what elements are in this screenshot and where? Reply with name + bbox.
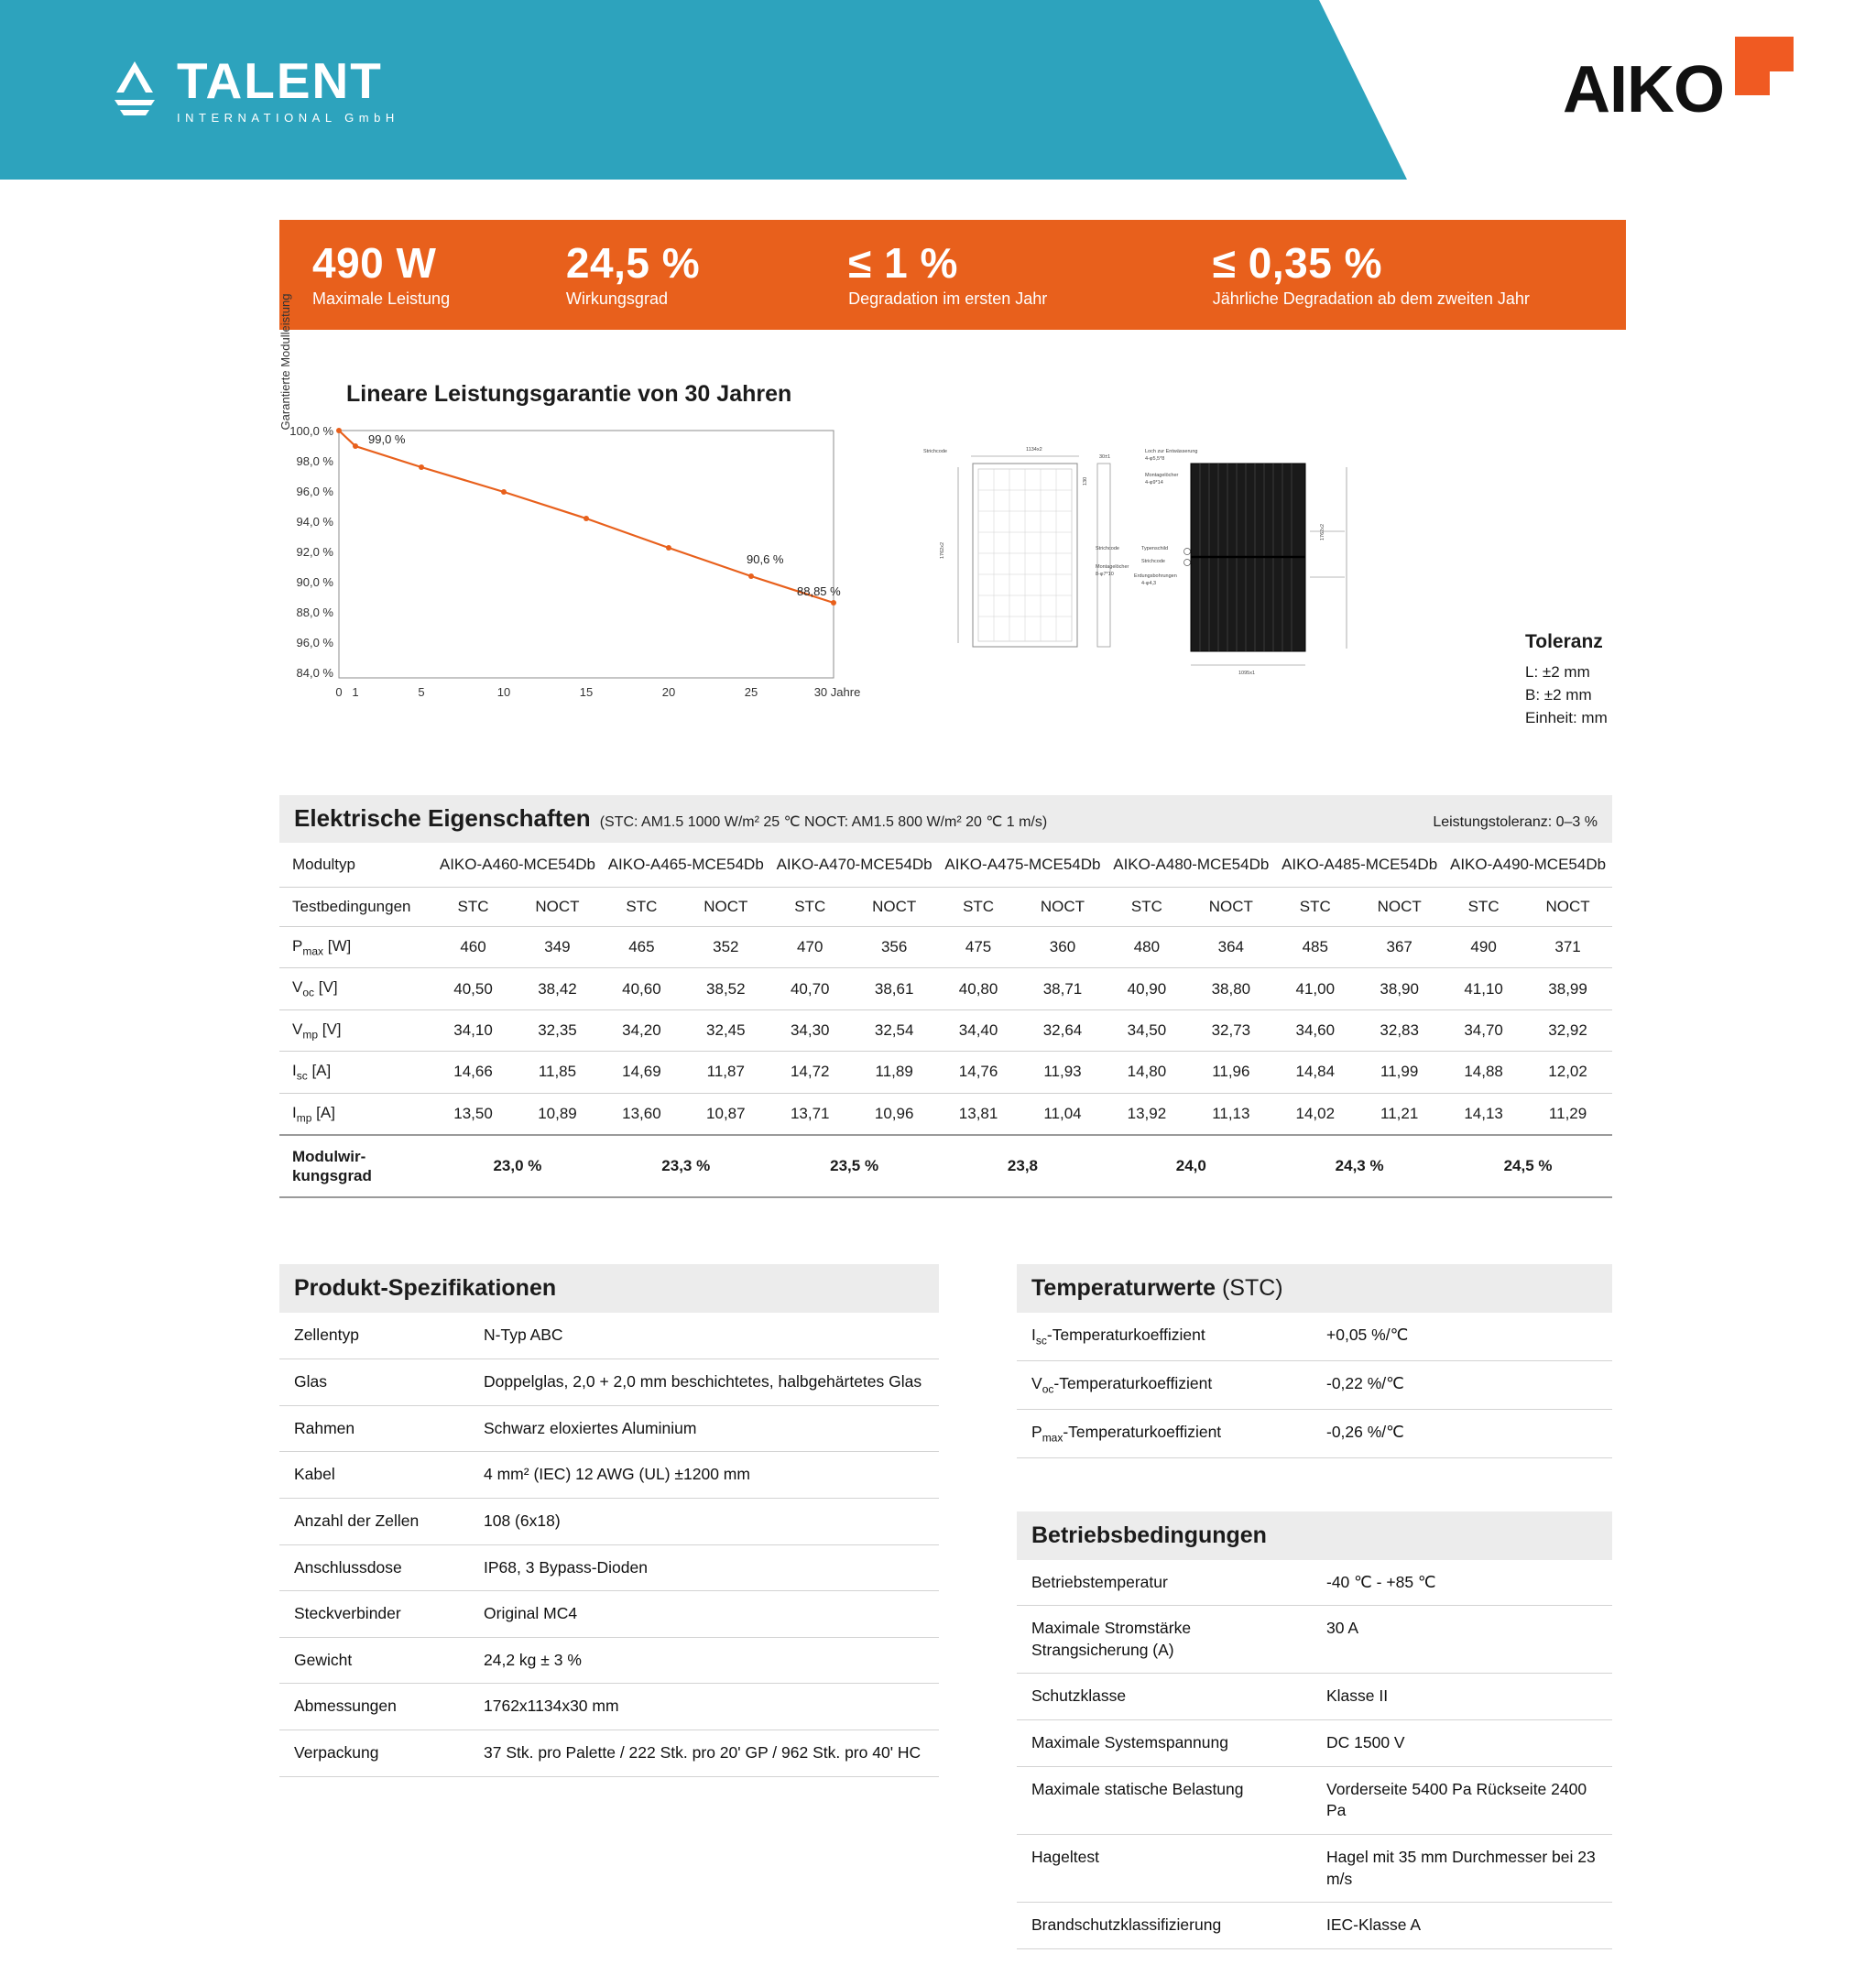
kpi-label: Maximale Leistung [312, 289, 451, 309]
cell: 38,90 [1355, 968, 1444, 1009]
cell: 40,80 [939, 968, 1019, 1009]
cell: 32,83 [1355, 1009, 1444, 1051]
table-row [279, 1313, 939, 1359]
table-row-modultyp [279, 843, 1612, 888]
cell: 352 [682, 927, 770, 968]
cell: 32,92 [1523, 1009, 1612, 1051]
table-row [1017, 1313, 1612, 1360]
op-value: Klasse II [1312, 1674, 1612, 1720]
svg-text:88,85 %: 88,85 % [797, 584, 841, 598]
cell: 11,85 [513, 1052, 602, 1093]
chart-title: Lineare Leistungsgarantie von 30 Jahren [346, 381, 792, 407]
cell: 11,89 [850, 1052, 939, 1093]
spec-key: Anzahl der Zellen [279, 1498, 469, 1544]
model-name: AIKO-A470-MCE54Db [770, 843, 939, 888]
right-column [1017, 1264, 1612, 1948]
test-condition: NOCT [1355, 888, 1444, 927]
spec-value: N-Typ ABC [469, 1313, 939, 1359]
svg-text:30±1: 30±1 [1099, 454, 1111, 460]
cell: 40,70 [770, 968, 850, 1009]
spec-key: Zellentyp [279, 1313, 469, 1359]
test-condition: STC [433, 888, 513, 927]
table-row [1017, 1766, 1612, 1834]
table-row-efficiency [279, 1135, 1612, 1198]
kpi-first-year-degradation [848, 238, 1213, 309]
cell: 23,3 % [602, 1135, 770, 1198]
tolerance-line-unit: Einheit: mm [1525, 708, 1608, 726]
cell: 11,13 [1186, 1093, 1275, 1135]
svg-text:99,0 %: 99,0 % [368, 432, 406, 446]
cell: 40,90 [1107, 968, 1186, 1009]
spec-value: Doppelglas, 2,0 + 2,0 mm beschichtetes, halbgehärtetes Glas [469, 1359, 939, 1406]
cell: 14,88 [1444, 1052, 1523, 1093]
svg-text:84,0 %: 84,0 % [296, 666, 333, 680]
table-row [279, 1452, 939, 1499]
chart-canvas [284, 421, 889, 715]
kpi-label: Degradation im ersten Jahr [848, 289, 1048, 309]
op-value: Hagel mit 35 mm Durchmesser bei 23 m/s [1312, 1834, 1612, 1902]
test-condition: STC [1107, 888, 1186, 927]
svg-text:Montagelöcher: Montagelöcher [1145, 473, 1179, 478]
tolerance-line-b: B: ±2 mm [1525, 686, 1592, 704]
table-row [279, 1498, 939, 1544]
electrical-title: Elektrische Eigenschaften [294, 804, 591, 832]
electrical-table [279, 843, 1612, 1198]
cell: 32,45 [682, 1009, 770, 1051]
cell: 40,50 [433, 968, 513, 1009]
row-label: $I_{sc}$ [A] [279, 1052, 433, 1093]
cell: 34,20 [602, 1009, 682, 1051]
spec-value: 4 mm² (IEC) 12 AWG (UL) ±1200 mm [469, 1452, 939, 1499]
cell: 34,60 [1275, 1009, 1355, 1051]
test-condition: NOCT [682, 888, 770, 927]
product-spec-section [279, 1264, 939, 1948]
cell: 11,29 [1523, 1093, 1612, 1135]
svg-text:94,0 %: 94,0 % [296, 515, 333, 529]
svg-text:90,0 %: 90,0 % [296, 575, 333, 589]
svg-text:96,0 %: 96,0 % [296, 485, 333, 498]
tolerance-title: Toleranz [1525, 631, 1603, 652]
model-name: AIKO-A460-MCE54Db [433, 843, 602, 888]
cell: 14,02 [1275, 1093, 1355, 1135]
test-condition: NOCT [513, 888, 602, 927]
operating-table [1017, 1560, 1612, 1949]
tolerance-block [1525, 628, 1608, 729]
product-spec-title: Produkt-Spezifikationen [279, 1264, 939, 1313]
cell: 41,10 [1444, 968, 1523, 1009]
cell: 38,80 [1186, 968, 1275, 1009]
table-row [279, 1637, 939, 1684]
cell: 12,02 [1523, 1052, 1612, 1093]
cell: 13,50 [433, 1093, 513, 1135]
spec-key: Kabel [279, 1452, 469, 1499]
op-value: Vorderseite 5400 Pa Rückseite 2400 Pa [1312, 1766, 1612, 1834]
row-label: $V_{mp}$ [V] [279, 1009, 433, 1051]
test-condition: STC [939, 888, 1019, 927]
electrical-characteristics-section [279, 795, 1612, 1198]
spec-key: Gewicht [279, 1637, 469, 1684]
table-row-isc [279, 1052, 1612, 1093]
op-value: IEC-Klasse A [1312, 1903, 1612, 1949]
spec-value: Schwarz eloxiertes Aluminium [469, 1405, 939, 1452]
table-row [1017, 1674, 1612, 1720]
cell: 14,69 [602, 1052, 682, 1093]
svg-text:Strichcode: Strichcode [1096, 546, 1119, 551]
spec-key: Verpackung [279, 1730, 469, 1777]
page-header [0, 0, 1876, 180]
kpi-label: Wirkungsgrad [565, 289, 668, 309]
cell: 41,00 [1275, 968, 1355, 1009]
cell: 14,72 [770, 1052, 850, 1093]
row-label: Modultyp [279, 843, 433, 888]
cell: 38,71 [1019, 968, 1107, 1009]
temperature-title [1017, 1264, 1612, 1313]
kpi-max-power [312, 238, 566, 309]
svg-text:20: 20 [661, 685, 676, 699]
svg-text:96,0 %: 96,0 % [296, 636, 333, 649]
op-key: Brandschutzklassifizierung [1017, 1903, 1312, 1949]
spec-key: Rahmen [279, 1405, 469, 1452]
section-gap [1017, 1458, 1612, 1511]
cell: 34,70 [1444, 1009, 1523, 1051]
op-key: Hageltest [1017, 1834, 1312, 1902]
test-condition: NOCT [1186, 888, 1275, 927]
power-tolerance-note: Leistungstoleranz: 0–3 % [1433, 814, 1598, 830]
table-row [1017, 1606, 1612, 1674]
cell: 356 [850, 927, 939, 968]
temp-value: -0,26 %/℃ [1312, 1409, 1612, 1457]
kpi-value: ≤ 1 % [848, 238, 958, 287]
cell: 11,21 [1355, 1093, 1444, 1135]
aiko-square-icon [1735, 37, 1794, 95]
cell: 24,3 % [1275, 1135, 1444, 1198]
electrical-header [279, 795, 1612, 843]
temperature-title-text: Temperaturwerte [1031, 1275, 1216, 1302]
cell: 13,92 [1107, 1093, 1186, 1135]
op-key: Maximale Stromstärke Strangsicherung (A) [1017, 1606, 1312, 1674]
electrical-conditions: (STC: AM1.5 1000 W/m² 25 ℃ NOCT: AM1.5 800 W/m² 20 ℃ 1 m/s) [599, 814, 1048, 830]
table-row [279, 1730, 939, 1777]
kpi-efficiency [565, 238, 848, 309]
op-key: Schutzklasse [1017, 1674, 1312, 1720]
module-drawings [916, 440, 1631, 742]
spec-value: Original MC4 [469, 1591, 939, 1638]
temp-value: -0,22 %/℃ [1312, 1361, 1612, 1410]
svg-text:130: 130 [1083, 476, 1088, 486]
svg-text:Erdungsbohrungen: Erdungsbohrungen [1134, 573, 1177, 579]
cell: 13,71 [770, 1093, 850, 1135]
tolerance-line-l: L: ±2 mm [1525, 663, 1590, 682]
cell: 475 [939, 927, 1019, 968]
temperature-title-suffix: (STC) [1221, 1275, 1283, 1302]
spec-value: IP68, 3 Bypass-Dioden [469, 1544, 939, 1591]
cell: 480 [1107, 927, 1186, 968]
product-spec-table [279, 1313, 939, 1776]
row-label: Modulwir- kungsgrad [279, 1135, 433, 1198]
svg-text:1762x2: 1762x2 [940, 541, 945, 559]
table-row [1017, 1409, 1612, 1457]
cell: 32,35 [513, 1009, 602, 1051]
test-condition: STC [1275, 888, 1355, 927]
cell: 14,76 [939, 1052, 1019, 1093]
operating-title: Betriebsbedingungen [1017, 1511, 1612, 1560]
cell: 24,5 % [1444, 1135, 1612, 1198]
kpi-label: Jährliche Degradation ab dem zweiten Jahr [1212, 289, 1530, 309]
cell: 11,96 [1186, 1052, 1275, 1093]
svg-text:5: 5 [418, 685, 425, 699]
table-row [1017, 1834, 1612, 1902]
cell: 470 [770, 927, 850, 968]
table-row [279, 1359, 939, 1406]
cell: 14,84 [1275, 1052, 1355, 1093]
svg-text:1762x2: 1762x2 [1320, 523, 1325, 540]
svg-text:88,0 %: 88,0 % [296, 606, 333, 619]
row-label: Testbedingungen [279, 888, 433, 927]
row-label: $I_{mp}$ [A] [279, 1093, 433, 1135]
cell: 23,0 % [433, 1135, 602, 1198]
cell: 349 [513, 927, 602, 968]
test-condition: STC [602, 888, 682, 927]
table-row [279, 1591, 939, 1638]
temperature-table [1017, 1313, 1612, 1457]
cell: 11,87 [682, 1052, 770, 1093]
aiko-logo [1563, 53, 1794, 126]
spec-key: Steckverbinder [279, 1591, 469, 1638]
talent-wordmark: TALENT [177, 51, 383, 109]
table-row [1017, 1720, 1612, 1767]
chart-y-axis-label: Garantierte Modulleistung [278, 293, 292, 431]
table-row [1017, 1903, 1612, 1949]
op-value: 30 A [1312, 1606, 1612, 1674]
kpi-annual-degradation [1212, 238, 1626, 309]
cell: 38,52 [682, 968, 770, 1009]
cell: 38,99 [1523, 968, 1612, 1009]
cell: 11,93 [1019, 1052, 1107, 1093]
cell: 38,61 [850, 968, 939, 1009]
model-name: AIKO-A485-MCE54Db [1275, 843, 1444, 888]
svg-text:Typenschild: Typenschild [1141, 546, 1169, 551]
svg-text:4-φ9*14: 4-φ9*14 [1145, 480, 1163, 486]
cell: 24,0 [1107, 1135, 1275, 1198]
svg-text:Strichcode: Strichcode [1141, 559, 1165, 564]
cell: 360 [1019, 927, 1107, 968]
cell: 38,42 [513, 968, 602, 1009]
temp-key: $V_{oc}$-Temperaturkoeffizient [1017, 1361, 1312, 1410]
table-row [1017, 1560, 1612, 1606]
op-key: Maximale Systemspannung [1017, 1720, 1312, 1767]
spec-value: 37 Stk. pro Palette / 222 Stk. pro 20' GP / 962 Stk. pro 40' HC [469, 1730, 939, 1777]
module-drawing-svg [916, 440, 1631, 742]
spec-key: Glas [279, 1359, 469, 1406]
svg-text:30 Jahre: 30 Jahre [813, 685, 861, 699]
row-label: $P_{max}$ [W] [279, 927, 433, 968]
kpi-value: 24,5 % [565, 238, 701, 287]
talent-mark-icon [105, 58, 164, 122]
svg-text:Montagelöcher: Montagelöcher [1096, 564, 1129, 570]
cell: 10,87 [682, 1093, 770, 1135]
svg-text:92,0 %: 92,0 % [296, 545, 333, 559]
svg-text:15: 15 [579, 685, 594, 699]
cell: 460 [433, 927, 513, 968]
cell: 32,64 [1019, 1009, 1107, 1051]
cell: 34,40 [939, 1009, 1019, 1051]
spec-value: 108 (6x18) [469, 1498, 939, 1544]
cell: 490 [1444, 927, 1523, 968]
cell: 34,10 [433, 1009, 513, 1051]
svg-text:Strichcode: Strichcode [923, 449, 947, 454]
cell: 11,99 [1355, 1052, 1444, 1093]
cell: 465 [602, 927, 682, 968]
row-label: $V_{oc}$ [V] [279, 968, 433, 1009]
op-key: Betriebstemperatur [1017, 1560, 1312, 1606]
temp-key: $P_{max}$-Temperaturkoeffizient [1017, 1409, 1312, 1457]
test-condition: NOCT [1019, 888, 1107, 927]
cell: 14,13 [1444, 1093, 1523, 1135]
test-condition: NOCT [1523, 888, 1612, 927]
svg-text:0: 0 [335, 685, 343, 699]
cell: 23,5 % [770, 1135, 939, 1198]
cell: 32,54 [850, 1009, 939, 1051]
svg-text:100,0 %: 100,0 % [289, 424, 333, 438]
model-name: AIKO-A490-MCE54Db [1444, 843, 1612, 888]
bottom-sections [279, 1264, 1612, 1948]
header-brand-band [0, 0, 1319, 180]
model-name: AIKO-A480-MCE54Db [1107, 843, 1275, 888]
svg-text:4-φ4,3: 4-φ4,3 [1141, 581, 1157, 586]
table-row [279, 1684, 939, 1730]
cell: 371 [1523, 927, 1612, 968]
temp-value: +0,05 %/℃ [1312, 1313, 1612, 1360]
temp-key: $I_{sc}$-Temperaturkoeffizient [1017, 1313, 1312, 1360]
op-value: DC 1500 V [1312, 1720, 1612, 1767]
cell: 367 [1355, 927, 1444, 968]
kpi-value: 490 W [312, 238, 437, 287]
table-row-testbedingungen [279, 888, 1612, 927]
talent-logo [105, 51, 399, 125]
spec-key: Abmessungen [279, 1684, 469, 1730]
table-row [279, 1405, 939, 1452]
cell: 14,66 [433, 1052, 513, 1093]
talent-tagline: INTERNATIONAL GmbH [177, 110, 399, 125]
table-row [1017, 1361, 1612, 1410]
op-key: Maximale statische Belastung [1017, 1766, 1312, 1834]
spec-value: 1762x1134x30 mm [469, 1684, 939, 1730]
table-row-pmax [279, 927, 1612, 968]
svg-text:1095x1: 1095x1 [1238, 671, 1256, 676]
op-value: -40 ℃ - +85 ℃ [1312, 1560, 1612, 1606]
cell: 23,8 [939, 1135, 1107, 1198]
cell: 364 [1186, 927, 1275, 968]
spec-key: Anschlussdose [279, 1544, 469, 1591]
svg-text:1: 1 [352, 685, 359, 699]
svg-text:25: 25 [744, 685, 758, 699]
aiko-wordmark: AIKO [1563, 53, 1724, 126]
table-row [279, 1544, 939, 1591]
cell: 13,81 [939, 1093, 1019, 1135]
spec-value: 24,2 kg ± 3 % [469, 1637, 939, 1684]
model-name: AIKO-A475-MCE54Db [939, 843, 1107, 888]
table-row-vmp [279, 1009, 1612, 1051]
test-condition: STC [1444, 888, 1523, 927]
svg-text:90,6 %: 90,6 % [747, 552, 784, 566]
cell: 10,89 [513, 1093, 602, 1135]
svg-text:98,0 %: 98,0 % [296, 454, 333, 468]
kpi-band [279, 220, 1626, 330]
cell: 34,30 [770, 1009, 850, 1051]
svg-text:Loch zur Entwässerung: Loch zur Entwässerung [1145, 449, 1198, 454]
table-row-imp [279, 1093, 1612, 1135]
cell: 32,73 [1186, 1009, 1275, 1051]
cell: 34,50 [1107, 1009, 1186, 1051]
svg-text:1134x2: 1134x2 [1026, 447, 1042, 453]
test-condition: NOCT [850, 888, 939, 927]
cell: 13,60 [602, 1093, 682, 1135]
cell: 40,60 [602, 968, 682, 1009]
test-condition: STC [770, 888, 850, 927]
svg-text:8-φ7*10: 8-φ7*10 [1096, 572, 1114, 577]
cell: 14,80 [1107, 1052, 1186, 1093]
cell: 11,04 [1019, 1093, 1107, 1135]
cell: 10,96 [850, 1093, 939, 1135]
model-name: AIKO-A465-MCE54Db [602, 843, 770, 888]
svg-text:10: 10 [496, 685, 511, 699]
table-row-voc [279, 968, 1612, 1009]
svg-text:4-φ5,5*8: 4-φ5,5*8 [1145, 456, 1165, 462]
cell: 485 [1275, 927, 1355, 968]
kpi-value: ≤ 0,35 % [1212, 238, 1382, 287]
